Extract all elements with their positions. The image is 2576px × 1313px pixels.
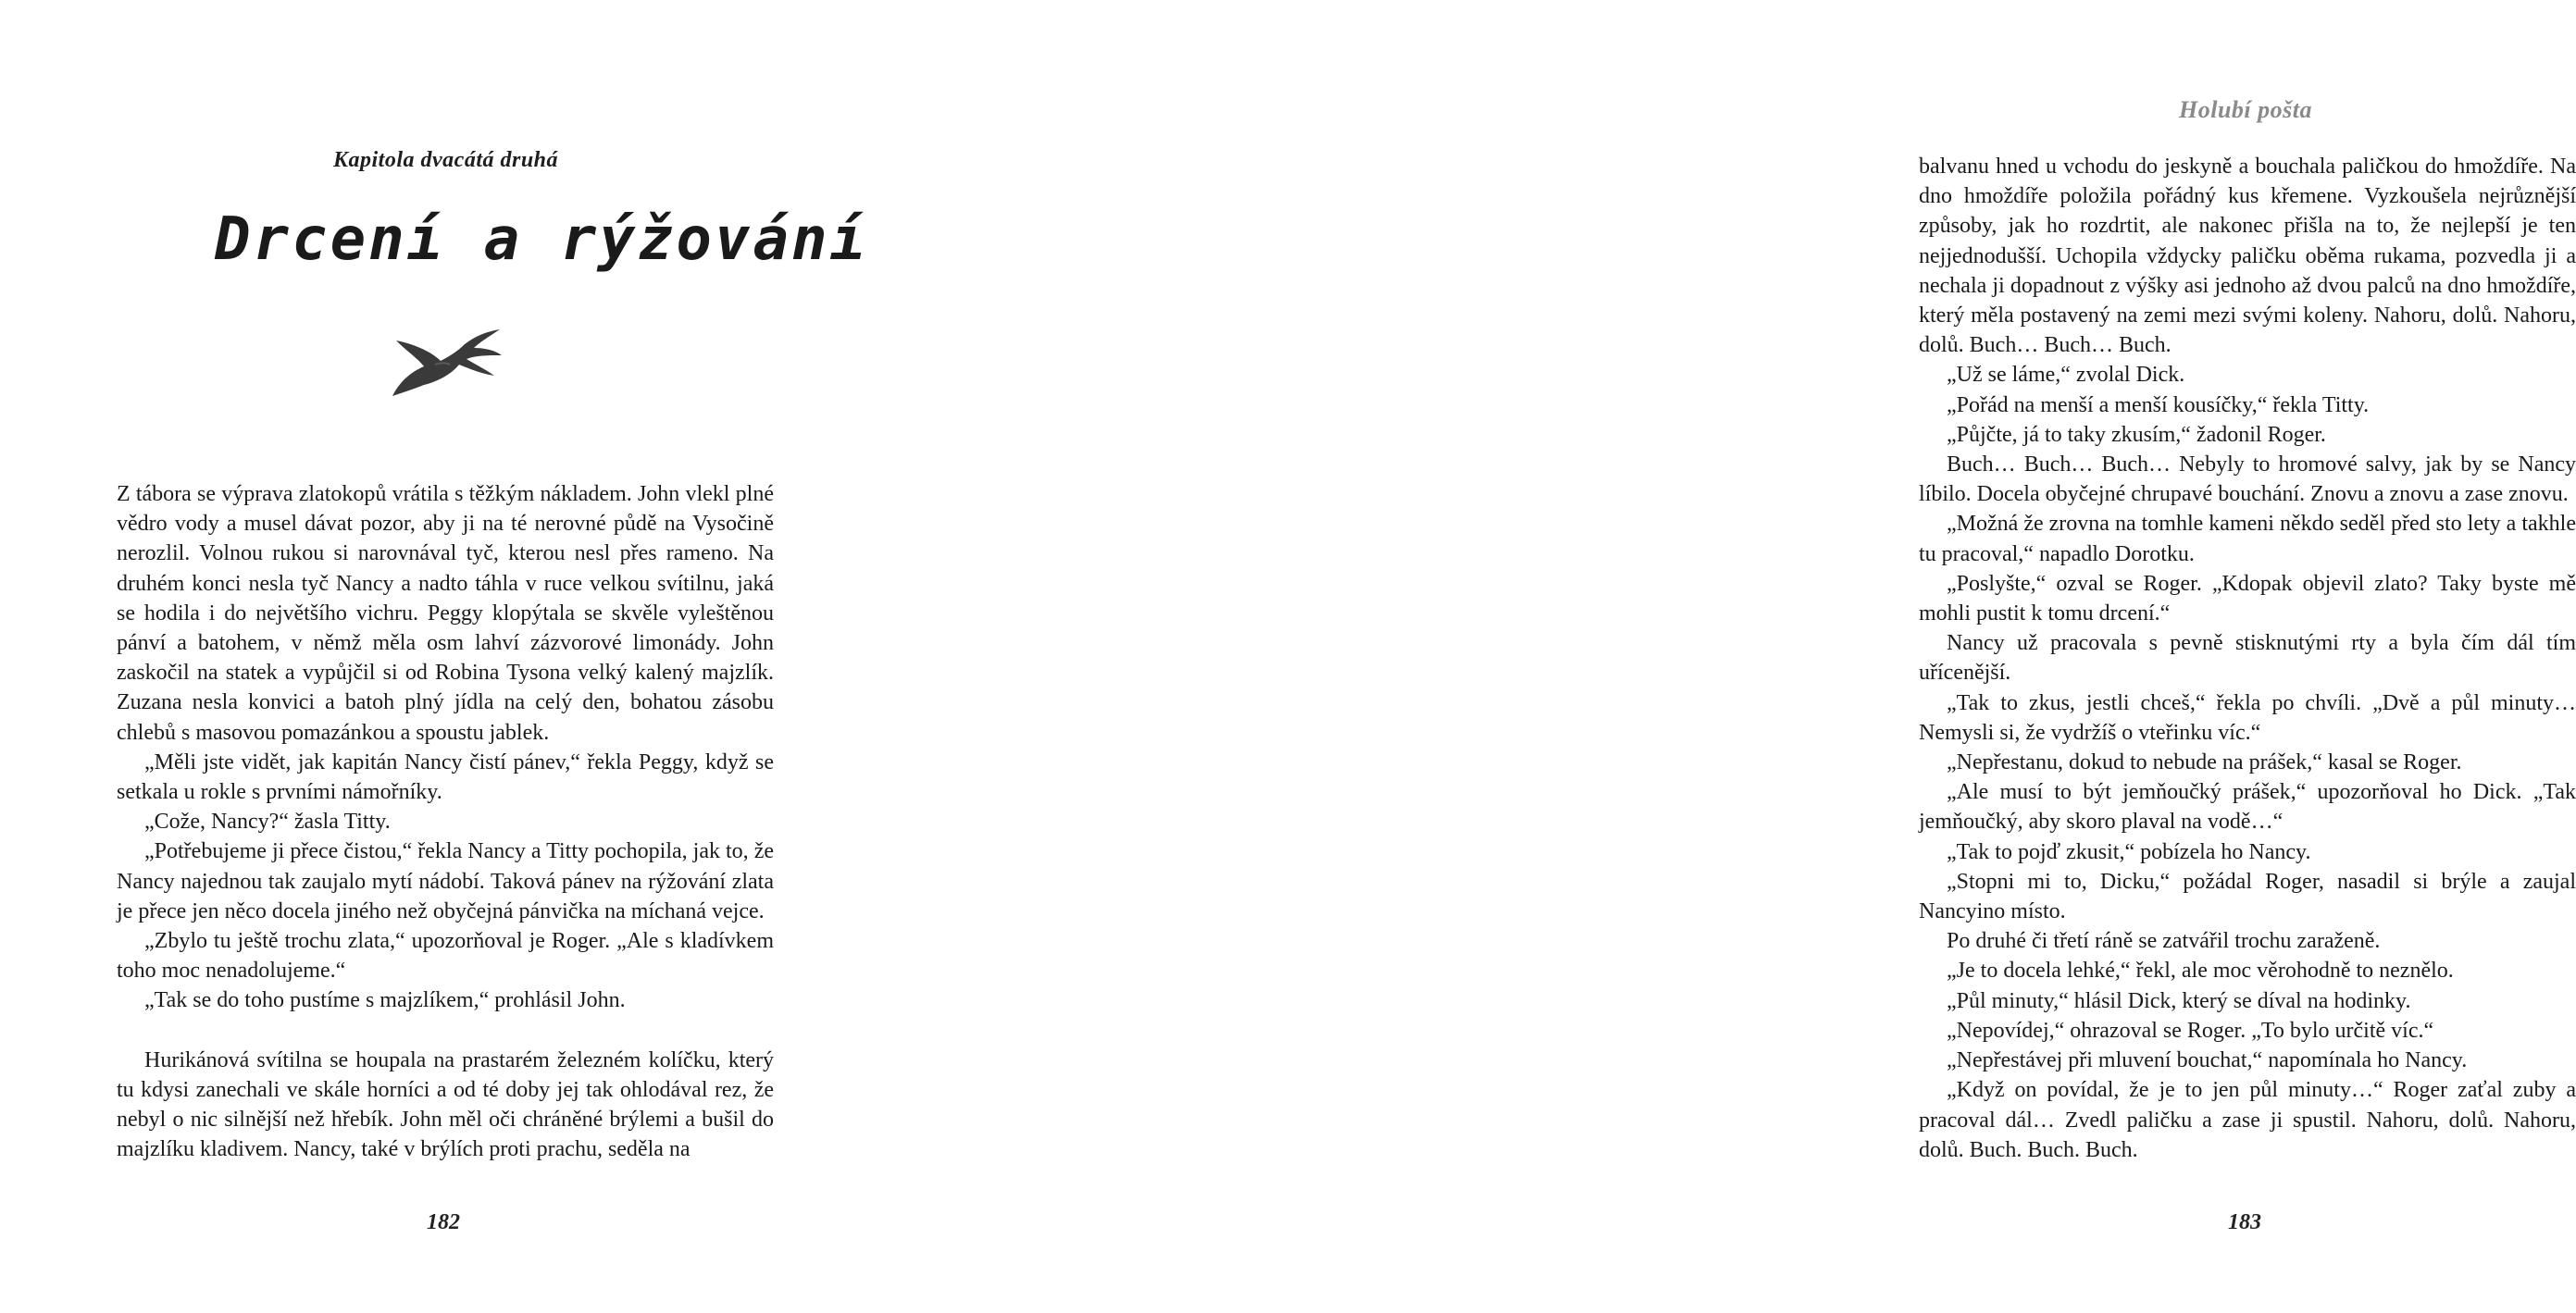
paragraph: „Když on povídal, že je to jen půl minuty…“ Roger zaťal zuby a pracoval dál… Zvedl paličku a zase ji spustil. Nahoru, dolů. Nahoru, dolů. Buch. Buch. Buch. <box>1919 1078 2576 1162</box>
paragraph: „Nepřestávej při mluvení bouchat,“ napomínala ho Nancy. <box>1947 1048 2468 1073</box>
paragraph: „Stopni mi to, Dicku,“ požádal Roger, nasadil si brýle a zaujal Nancyino místo. <box>1919 869 2576 924</box>
left-body-text <box>117 479 774 1164</box>
paragraph: „Poslyšte,“ ozval se Roger. „Kdopak objevil zlato? Taky byste mě mohli pustit k tomu drcení.“ <box>1919 571 2576 626</box>
right-body-text <box>1919 152 2576 1165</box>
paragraph: „Je to docela lehké,“ řekl, ale moc věrohodně to neznělo. <box>1947 959 2454 984</box>
page-number: 183 <box>2228 1210 2261 1234</box>
paragraph: „Zbylo tu ještě trochu zlata,“ upozorňoval je Roger. „Ale s kladívkem toho moc nenadolujeme.“ <box>117 929 774 984</box>
chapter-label: Kapitola dvacátá druhá <box>333 148 559 172</box>
page-number: 182 <box>427 1210 460 1234</box>
paragraph: „Pořád na menší a menší kousíčky,“ řekla Titty. <box>1947 392 2370 417</box>
paragraph: „Tak se do toho pustíme s majzlíkem,“ prohlásil John. <box>144 988 626 1013</box>
right-page <box>892 0 2576 1313</box>
running-head: Holubí pošta <box>2179 96 2312 123</box>
paragraph: „Možná že zrovna na tomhle kameni někdo seděl před sto lety a takhle tu pracoval,“ napadlo Dorotku. <box>1919 512 2576 566</box>
paragraph: Hurikánová svítilna se houpala na prastarém železném kolíčku, který tu kdysi zanechali ve skále horníci a od té doby jej tak ohlodával rez, že nebyl o nic silnější než hřebík. John měl oči chráněné brýlemi a bušil do majzlíku kladivem. Nancy, také v brýlích proti prachu, seděla na <box>117 1047 774 1162</box>
paragraph: „Tak to pojď zkusit,“ pobízela ho Nancy. <box>1947 839 2311 864</box>
paragraph: Po druhé či třetí ráně se zatvářil trochu zaraženě. <box>1947 929 2381 954</box>
paragraph: Buch… Buch… Buch… Nebyly to hromové salvy, jak by se Nancy líbilo. Docela obyčejné chrupavé bouchání. Znovu a znovu a zase znovu. <box>1919 452 2576 507</box>
chapter-title: Drcení a rýžování <box>215 205 869 274</box>
left-page <box>0 0 892 1313</box>
paragraph: „Měli jste vidět, jak kapitán Nancy čistí pánev,“ řekla Peggy, když se setkala u rokle s prvními námořníky. <box>117 749 774 805</box>
paragraph: Z tábora se výprava zlatokopů vrátila s těžkým nákladem. John vlekl plné vědro vody a musel dávat pozor, aby ji na té nerovné půdě na Vysočině nerozlil. Volnou rukou si narovnával tyč, kterou nesl přes rameno. Na druhém konci nesla tyč Nancy a nadto táhla v ruce velkou svítilnu, jaká se hodila i do největšího vichru. Peggy klopýtala se skvěle vyleštěnou pánví a batohem, v němž měla osm lahví zázvorové limonády. John zaskočil na statek a vypůjčil si od Robina Tysona velký kalený majzlík. Zuzana nesla konvici a batoh plný jídla na celý den, bohatou zásobu chlebů s masovou pomazánkou a spoustu jablek. <box>117 482 774 745</box>
paragraph: „Půl minuty,“ hlásil Dick, který se díval na hodinky. <box>1947 988 2411 1013</box>
paragraph: „Potřebujeme ji přece čistou,“ řekla Nancy a Titty pochopila, jak to, že Nancy najednou tak zaujalo mytí nádobí. Taková pánev na rýžování zlata je přece jen něco docela jiného než obyčejná pánvička na míchaná vejce. <box>117 839 774 923</box>
paragraph: „Cože, Nancy?“ žasla Titty. <box>144 810 391 835</box>
paragraph: „Nepřestanu, dokud to nebude na prášek,“ kasal se Roger. <box>1947 750 2462 775</box>
swallow-icon <box>387 320 504 403</box>
paragraph: balvanu hned u vchodu do jeskyně a bouchala paličkou do hmoždíře. Na dno hmoždíře položila pořádný kus křemene. Vyzkoušela nejrůznější způsoby, jak ho rozdrtit, ale nakonec přišla na to, že nejlepší je ten nejjednodušší. Uchopila vždycky paličku oběma rukama, pozvedla ji a nechala ji dopadnout z výšky asi jednoho až dvou palců na dno hmoždíře, který měla postavený na zemi mezi svými koleny. Nahoru, dolů. Nahoru, dolů. Buch… Buch… Buch. <box>1919 155 2576 358</box>
paragraph: „Nepovídej,“ ohrazoval se Roger. „To bylo určitě víc.“ <box>1947 1018 2434 1043</box>
paragraph: „Ale musí to být jemňoučký prášek,“ upozorňoval ho Dick. „Tak jemňoučký, aby skoro plaval na vodě…“ <box>1919 780 2576 835</box>
paragraph: „Tak to zkus, jestli chceš,“ řekla po chvíli. „Dvě a půl minuty… Nemysli si, že vydržíš o vteřinku víc.“ <box>1919 690 2576 745</box>
paragraph: „Půjčte, já to taky zkusím,“ žadonil Roger. <box>1947 422 2326 447</box>
paragraph: „Už se láme,“ zvolal Dick. <box>1947 363 2185 388</box>
paragraph: Nancy už pracovala s pevně stisknutými rty a byla čím dál tím uřícenější. <box>1919 631 2576 686</box>
